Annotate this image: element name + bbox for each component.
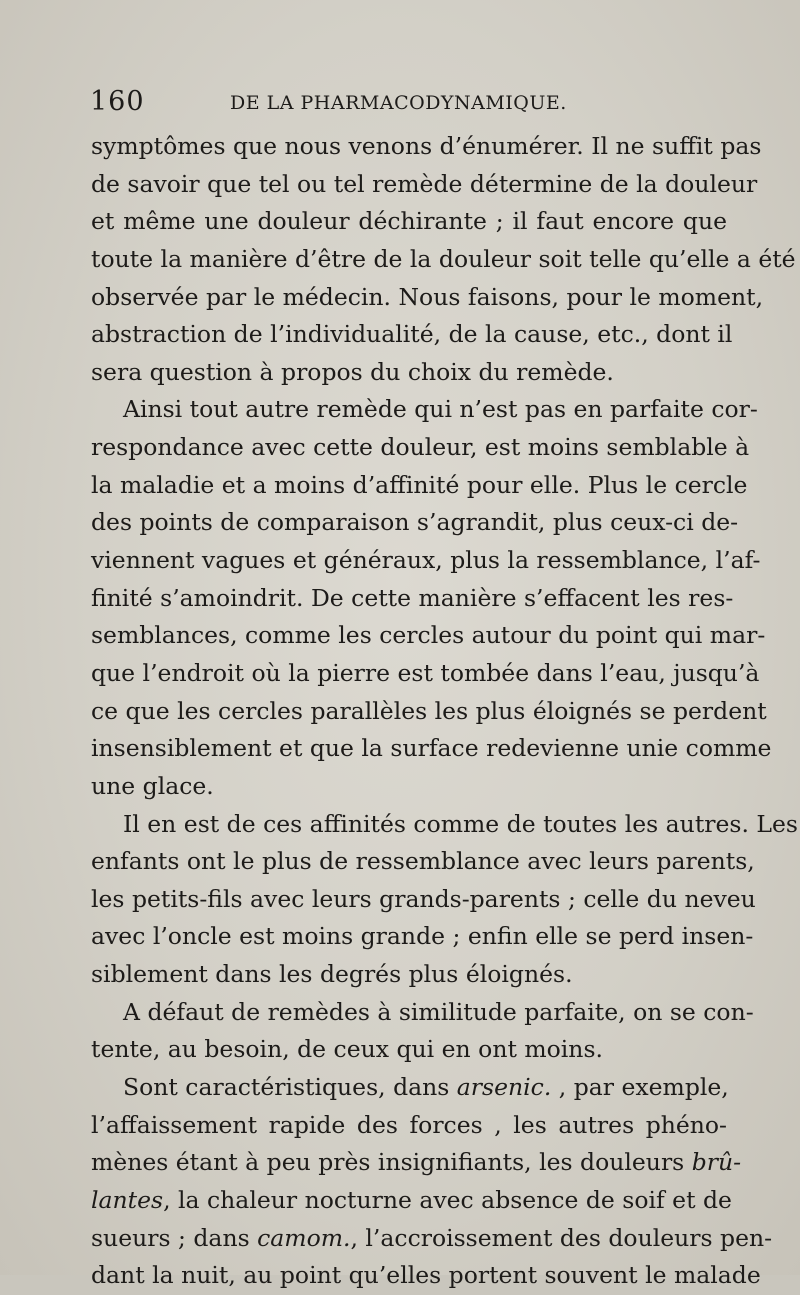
page-header bbox=[90, 86, 730, 120]
text-line bbox=[91, 806, 798, 844]
text-segment: semblances, comme les cercles autour du point qui mar- bbox=[91, 621, 766, 650]
page-number: 160 bbox=[90, 86, 145, 117]
text-line bbox=[91, 128, 762, 166]
text-line bbox=[91, 1069, 727, 1107]
text-line bbox=[91, 467, 748, 505]
text-line bbox=[91, 1107, 727, 1145]
text-segment: l’affaissement rapide des forces , les autres phéno- bbox=[91, 1110, 727, 1139]
italic-term: lantes bbox=[91, 1185, 164, 1214]
text-segment: A défaut de remèdes à similitude parfaite, on se con- bbox=[123, 997, 754, 1026]
text-line bbox=[91, 354, 727, 392]
text-segment: des points de comparaison s’agrandit, plus ceux-ci de- bbox=[91, 508, 739, 537]
text-segment: une glace. bbox=[91, 771, 214, 800]
text-segment: viennent vagues et généraux, plus la ressemblance, l’af- bbox=[91, 546, 761, 575]
text-segment: tente, au besoin, de ceux qui en ont moins. bbox=[91, 1035, 603, 1064]
text-line bbox=[91, 316, 733, 354]
text-segment: siblement dans les degrés plus éloignés. bbox=[91, 960, 573, 989]
body-text bbox=[91, 128, 798, 1295]
text-segment: de savoir que tel ou tel remède détermine de la douleur bbox=[91, 169, 758, 198]
text-line bbox=[91, 881, 756, 919]
text-segment: insensiblement et que la surface redevienne unie comme bbox=[91, 734, 772, 763]
text-segment: abstraction de l’individualité, de la cause, etc., dont il bbox=[91, 320, 733, 349]
text-line bbox=[91, 1031, 727, 1069]
text-line bbox=[91, 166, 758, 204]
text-line bbox=[91, 203, 727, 241]
text-segment: les petits-fils avec leurs grands-parents ; celle du neveu bbox=[91, 884, 756, 913]
text-line bbox=[91, 1257, 761, 1295]
text-segment: que l’endroit où la pierre est tombée dans l’eau, jusqu’à bbox=[91, 658, 760, 687]
text-segment: sera question à propos du choix du remède. bbox=[91, 357, 614, 386]
running-title: DE LA PHARMACODYNAMIQUE. bbox=[230, 92, 567, 114]
text-line bbox=[91, 391, 758, 429]
text-segment: toute la manière d’être de la douleur soit telle qu’elle a été bbox=[91, 244, 796, 273]
text-segment: symptômes que nous venons d’énumérer. Il ne suffit pas bbox=[91, 132, 762, 160]
text-segment: ce que les cercles parallèles les plus éloignés se perdent bbox=[91, 696, 767, 725]
text-line bbox=[91, 655, 760, 693]
text-segment: et même une douleur déchirante ; il faut encore que bbox=[91, 207, 727, 236]
text-line bbox=[91, 1144, 742, 1182]
text-line bbox=[91, 429, 750, 467]
text-segment: , la chaleur nocturne avec absence de soif et de bbox=[163, 1185, 732, 1214]
text-line bbox=[91, 768, 727, 806]
text-line bbox=[91, 279, 764, 317]
text-line bbox=[91, 241, 796, 279]
text-segment: avec l’oncle est moins grande ; enfin elle se perd insen- bbox=[91, 922, 754, 951]
text-line bbox=[91, 994, 754, 1032]
text-segment: dant la nuit, au point qu’elles portent souvent le malade bbox=[91, 1261, 761, 1290]
text-line bbox=[91, 504, 739, 542]
text-segment: observée par le médecin. Nous faisons, pour le moment, bbox=[91, 282, 764, 311]
text-line bbox=[91, 617, 766, 655]
italic-term: brû- bbox=[691, 1148, 742, 1177]
text-line bbox=[91, 693, 767, 731]
text-segment: , l’accroissement des douleurs pen- bbox=[350, 1223, 773, 1252]
text-segment: respondance avec cette douleur, est moins semblable à bbox=[91, 433, 750, 462]
text-segment: mènes étant à peu près insignifiants, les douleurs bbox=[91, 1148, 692, 1177]
text-segment: la maladie et a moins d’affinité pour elle. Plus le cercle bbox=[91, 470, 748, 499]
text-line bbox=[91, 730, 772, 768]
italic-term: camom. bbox=[257, 1223, 351, 1252]
text-line bbox=[91, 918, 754, 956]
text-segment: , par exemple, bbox=[551, 1073, 729, 1102]
text-segment: Sont caractéristiques, dans bbox=[123, 1073, 457, 1102]
text-segment: enfants ont le plus de ressemblance avec leurs parents, bbox=[91, 847, 755, 876]
text-segment: sueurs ; dans bbox=[91, 1223, 258, 1252]
italic-term: arsenic. bbox=[456, 1073, 552, 1102]
text-segment: Il en est de ces affinités comme de toutes les autres. Les bbox=[123, 809, 798, 838]
text-segment: finité s’amoindrit. De cette manière s’effacent les res- bbox=[91, 583, 734, 612]
text-line bbox=[91, 1182, 732, 1220]
text-line bbox=[91, 843, 755, 881]
text-line bbox=[91, 542, 761, 580]
text-line bbox=[91, 1220, 773, 1258]
text-segment: Ainsi tout autre remède qui n’est pas en parfaite cor- bbox=[123, 395, 758, 424]
text-line bbox=[91, 580, 734, 618]
text-line bbox=[91, 956, 727, 994]
